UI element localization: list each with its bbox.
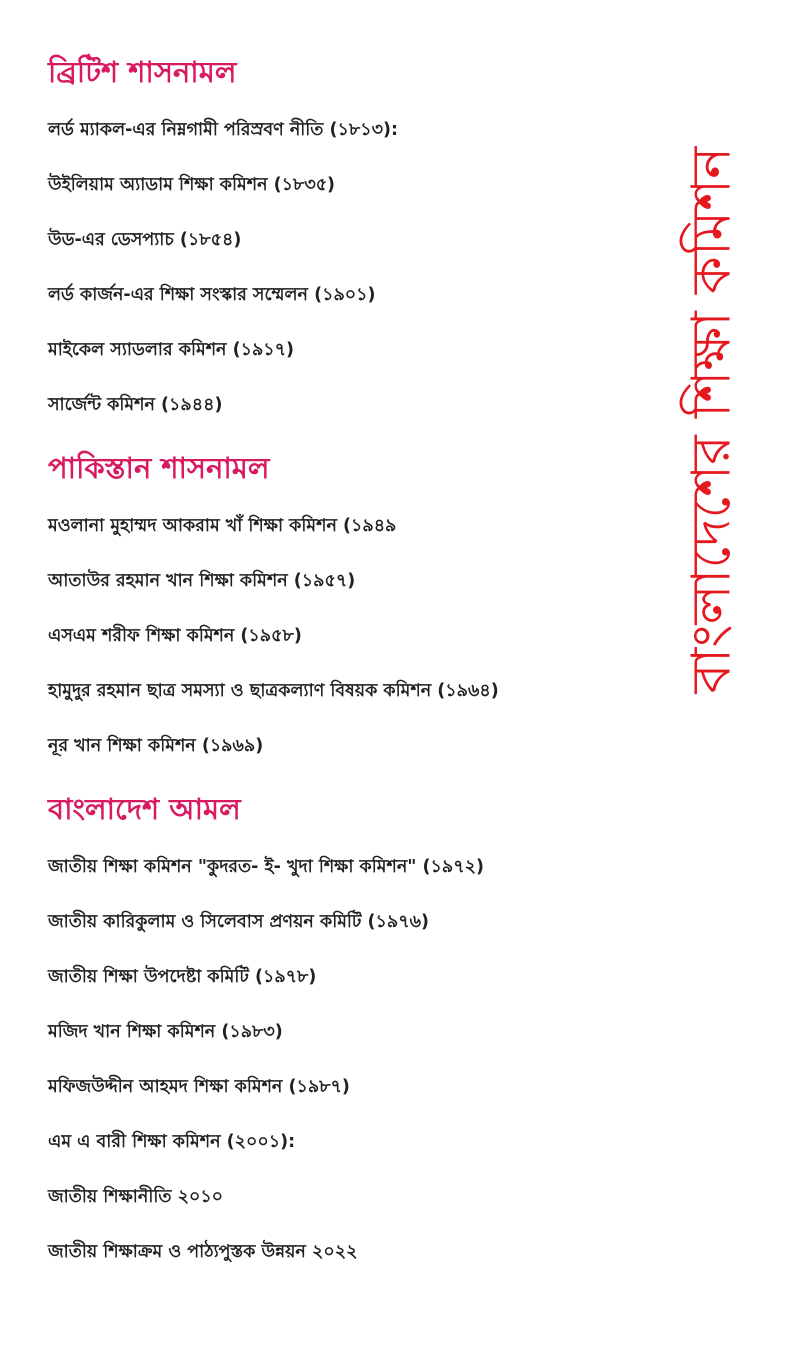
section-title-bangladesh: বাংলাদেশ আমল (48, 792, 241, 826)
section-pakistan (48, 448, 658, 758)
section-bangladesh (48, 789, 658, 1264)
list-item: উড-এর ডেসপ্যাচ (১৮৫৪) (48, 230, 242, 250)
list-item: জাতীয় শিক্ষাক্রম ও পাঠ্যপুস্তক উন্নয়ন ২০২২ (48, 1242, 358, 1262)
side-title-text: বাংলাদেশের শিক্ষা কমিশন (679, 146, 742, 694)
list-item: উইলিয়াম অ্যাডাম শিক্ষা কমিশন (১৮৩৫) (48, 175, 336, 195)
list-item: হামুদুর রহমান ছাত্র সমস্যা ও ছাত্রকল্যাণ বিষয়ক কমিশন (১৯৬৪) (48, 681, 499, 701)
list-item: মওলানা মুহাম্মদ আকরাম খাঁ শিক্ষা কমিশন (১৯৪৯ (48, 516, 397, 536)
list-item: জাতীয় শিক্ষা কমিশন "কুদরত- ই- খুদা শিক্ষা কমিশন" (১৯৭২) (48, 857, 484, 877)
list-item: আতাউর রহমান খান শিক্ষা কমিশন (১৯৫৭) (48, 571, 356, 591)
list-item: এসএম শরীফ শিক্ষা কমিশন (১৯৫৮) (48, 626, 302, 646)
list-item: লর্ড কার্জন-এর শিক্ষা সংস্কার সম্মেলন (১৯০১) (48, 285, 376, 305)
list-item: মফিজউদ্দীন আহমদ শিক্ষা কমিশন (১৯৮৭) (48, 1077, 350, 1097)
list-item: সার্জেন্ট কমিশন (১৯৪৪) (48, 395, 223, 415)
list-item: মাইকেল স্যাডলার কমিশন (১৯১৭) (48, 340, 295, 360)
list-item: জাতীয় কারিকুলাম ও সিলেবাস প্রণয়ন কমিটি (১৯৭৬) (48, 912, 430, 932)
list-item: মজিদ খান শিক্ষা কমিশন (১৯৮৩) (48, 1022, 283, 1042)
list-item: জাতীয় শিক্ষা উপদেষ্টা কমিটি (১৯৭৮) (48, 967, 317, 987)
section-title-pakistan: পাকিস্তান শাসনামল (48, 451, 270, 485)
list-item: লর্ড ম্যাকল-এর নিম্নগামী পরিস্রবণ নীতি (১৮১৩): (48, 120, 398, 140)
list-item: নূর খান শিক্ষা কমিশন (১৯৬৯) (48, 736, 264, 756)
section-title-british: ব্রিটিশ শাসনামল (48, 55, 237, 89)
commission-list (48, 52, 658, 1295)
side-title (676, 90, 746, 750)
list-item: এম এ বারী শিক্ষা কমিশন (২০০১): (48, 1132, 296, 1152)
list-item: জাতীয় শিক্ষানীতি ২০১০ (48, 1187, 224, 1207)
section-british (48, 52, 658, 417)
